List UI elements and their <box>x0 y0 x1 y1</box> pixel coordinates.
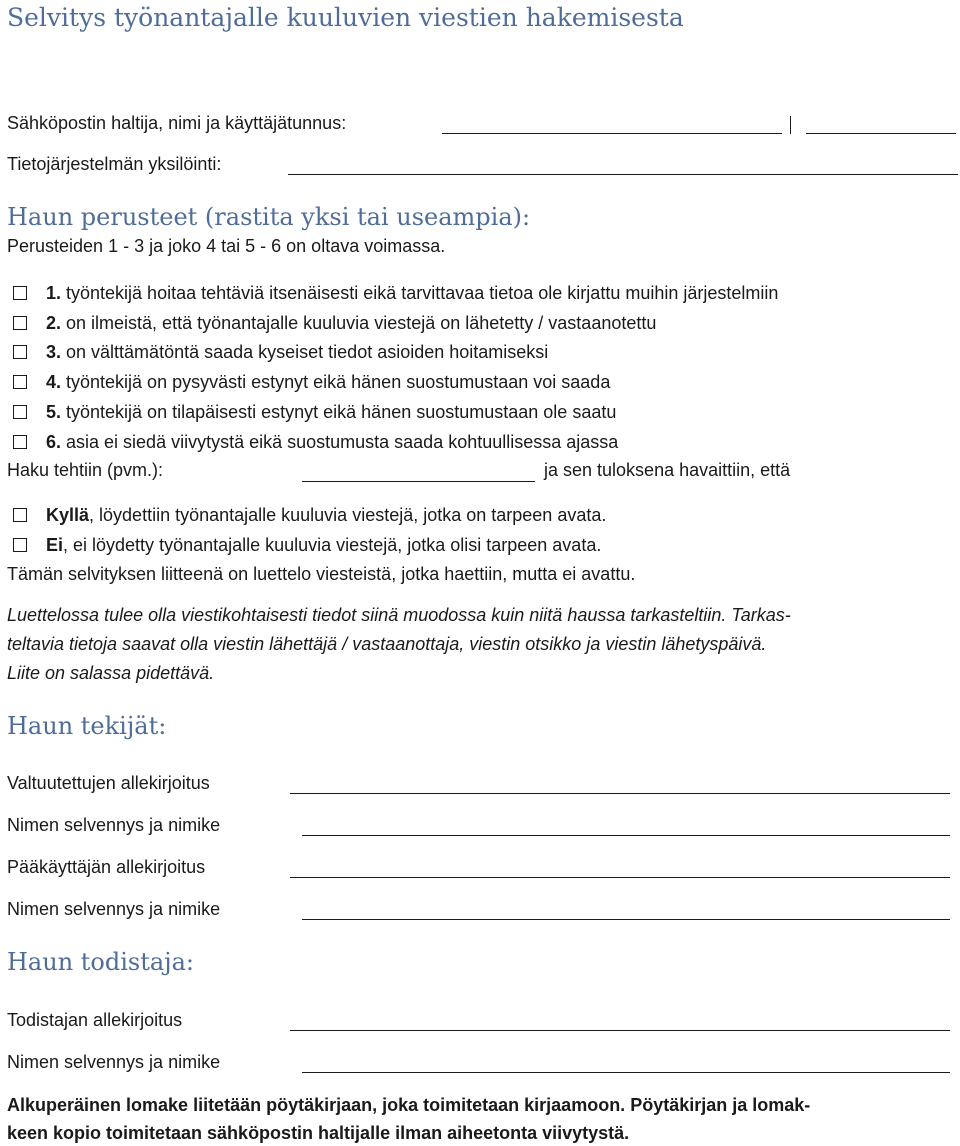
result-no-checkbox[interactable] <box>13 538 27 552</box>
criterion-label: työntekijä on tilapäisesti estynyt eikä hänen suostumustaan ole saatu <box>61 402 617 422</box>
admin-signature-field[interactable] <box>290 877 950 878</box>
italic-note-line: Liite on salassa pidettävä. <box>7 663 215 683</box>
criterion-num: 1. <box>46 283 62 303</box>
criterion-label: on ilmeistä, että työnantajalle kuuluvia viestejä on lähetetty / vastaanotettu <box>61 313 657 333</box>
owner-label-text: Sähköpostin haltija, nimi ja käyttäjätunnus <box>7 113 342 133</box>
italic-note-line: teltavia tietoja saavat olla viestin lähettäjä / vastaanottaja, viestin otsikko ja viestin lähetyspäivä. <box>7 634 767 654</box>
criterion-num: 2. <box>46 313 62 333</box>
criterion-2-checkbox[interactable] <box>13 316 27 330</box>
criterion-1-text <box>46 282 778 304</box>
result-no-text <box>46 534 601 556</box>
witness-signature-field[interactable] <box>290 1030 950 1031</box>
makers-name-field[interactable] <box>302 835 950 836</box>
result-yes-text <box>46 504 606 526</box>
criterion-label: on välttämätöntä saada kyseiset tiedot asioiden hoitamiseksi <box>61 342 549 362</box>
criteria-note: Perusteiden 1 - 3 ja joko 4 tai 5 - 6 on oltava voimassa. <box>7 236 446 256</box>
owner-username-field[interactable] <box>806 133 956 134</box>
criterion-5-text <box>46 401 616 423</box>
criterion-4-checkbox[interactable] <box>13 375 27 389</box>
criterion-3-text <box>46 341 548 363</box>
owner-label <box>7 112 346 134</box>
owner-name-field[interactable] <box>442 133 782 134</box>
criterion-4-text <box>46 371 610 393</box>
result-no-label: , ei löydetty työnantajalle kuuluvia viestejä, jotka olisi tarpeen avata. <box>63 535 602 555</box>
criterion-3-checkbox[interactable] <box>13 345 27 359</box>
witness-signature-label: Todistajan allekirjoitus <box>7 1010 183 1030</box>
criterion-label: työntekijä on pysyvästi estynyt eikä hänen suostumustaan voi saada <box>61 372 611 392</box>
criterion-label: asia ei siedä viivytystä eikä suostumusta saada kohtuullisessa ajassa <box>61 432 619 452</box>
result-no-bold: Ei <box>46 535 64 555</box>
criterion-2-text <box>46 312 656 334</box>
witness-heading: Haun todistaja: <box>7 948 195 976</box>
result-yes-label: , löydettiin työnantajalle kuuluvia viestejä, jotka on tarpeen avata. <box>89 505 607 525</box>
criterion-6-text <box>46 431 618 453</box>
makers-name-label: Nimen selvennys ja nimike <box>7 815 221 835</box>
witness-name-field[interactable] <box>302 1072 950 1073</box>
admin-name-label: Nimen selvennys ja nimike <box>7 899 221 919</box>
search-date-label: Haku tehtiin (pvm.): <box>7 460 164 480</box>
criterion-6-checkbox[interactable] <box>13 435 27 449</box>
admin-signature-label: Pääkäyttäjän allekirjoitus <box>7 857 206 877</box>
italic-note-line: Luettelossa tulee olla viestikohtaisesti tiedot siinä muodossa kuin niitä haussa tarkasteltiin. Tarkas- <box>7 605 791 625</box>
result-yes-bold: Kyllä <box>46 505 90 525</box>
makers-signature-label: Valtuutettujen allekirjoitus <box>7 773 210 793</box>
owner-colon: : <box>341 113 347 133</box>
criteria-heading: Haun perusteet (rastita yksi tai useampia): <box>7 203 531 231</box>
field-separator <box>790 116 791 134</box>
search-date-field[interactable] <box>302 481 535 482</box>
admin-name-field[interactable] <box>302 919 950 920</box>
footer-line: keen kopio toimitetaan sähköpostin haltijalle ilman aiheetonta viivytystä. <box>7 1123 630 1143</box>
witness-name-label: Nimen selvennys ja nimike <box>7 1052 221 1072</box>
criterion-num: 6. <box>46 432 62 452</box>
result-yes-checkbox[interactable] <box>13 508 27 522</box>
criterion-num: 3. <box>46 342 62 362</box>
criterion-num: 5. <box>46 402 62 422</box>
criterion-5-checkbox[interactable] <box>13 405 27 419</box>
system-label: Tietojärjestelmän yksilöinti: <box>7 154 222 174</box>
makers-heading: Haun tekijät: <box>7 712 167 740</box>
system-id-field[interactable] <box>288 174 958 175</box>
footer-line: Alkuperäinen lomake liitetään pöytäkirjaan, joka toimitetaan kirjaamoon. Pöytäkirjan ja lomak- <box>7 1095 811 1115</box>
criterion-1-checkbox[interactable] <box>13 286 27 300</box>
makers-signature-field[interactable] <box>290 793 950 794</box>
search-result-label: ja sen tuloksena havaittiin, että <box>544 460 791 480</box>
criterion-num: 4. <box>46 372 62 392</box>
criterion-label: työntekijä hoitaa tehtäviä itsenäisesti eikä tarvittavaa tietoa ole kirjattu muihin järjestelmiin <box>61 283 779 303</box>
attachment-note: Tämän selvityksen liitteenä on luettelo viesteistä, jotka haettiin, mutta ei avattu. <box>7 564 636 584</box>
page-title: Selvitys työnantajalle kuuluvien viestien hakemisesta <box>7 3 684 32</box>
